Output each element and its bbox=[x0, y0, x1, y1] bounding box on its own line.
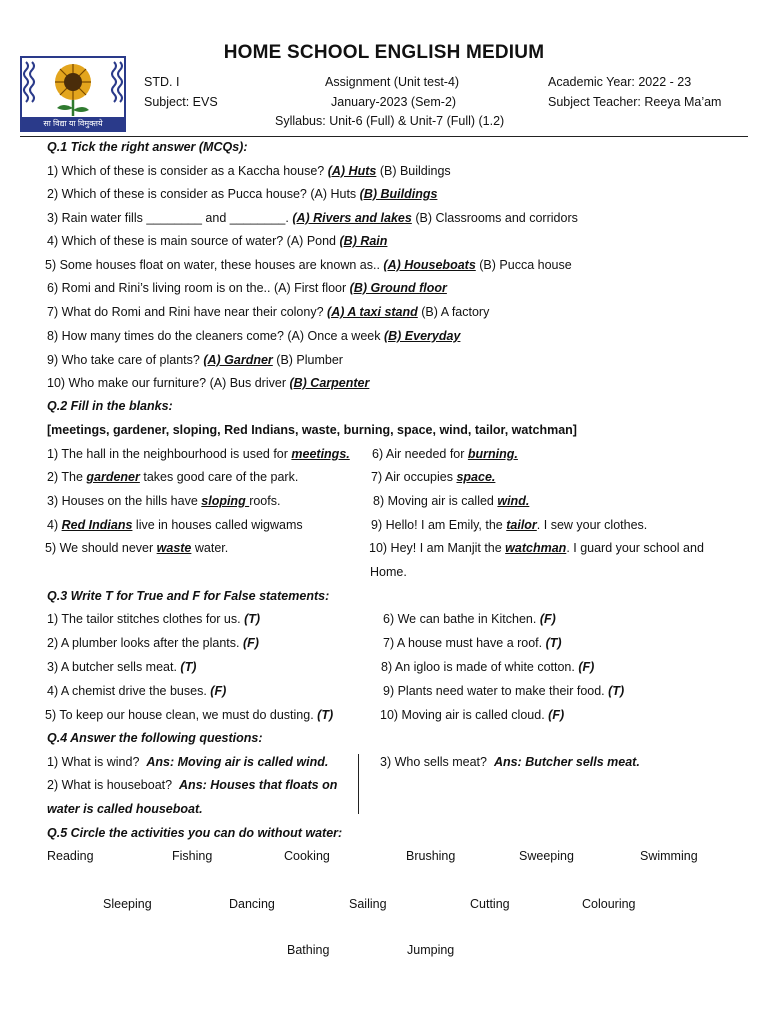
fill-blank-row bbox=[47, 494, 280, 508]
school-title: HOME SCHOOL ENGLISH MEDIUM bbox=[223, 42, 545, 63]
mcq-correct-answer: (B) Carpenter bbox=[289, 376, 370, 390]
mcq-row bbox=[47, 353, 343, 367]
true-false-row bbox=[45, 708, 333, 722]
mcq-question: 3) Rain water fills ________ and ________. bbox=[47, 211, 289, 225]
blank-prefix: 2) The bbox=[47, 470, 87, 484]
blank-prefix: 9) Hello! I am Emily, the bbox=[371, 518, 507, 532]
tf-answer: (F) bbox=[539, 612, 556, 626]
tf-answer: (F) bbox=[548, 708, 565, 722]
mcq-row bbox=[47, 211, 578, 225]
mcq-correct-answer: (A) A taxi stand bbox=[327, 305, 418, 319]
mcq-question: 6) Romi and Rini’s living room is on the.. (A) First floor bbox=[47, 281, 347, 295]
tf-statement: 5) To keep our house clean, we must do dusting. bbox=[45, 708, 314, 722]
activity-word[interactable]: Bathing bbox=[287, 943, 330, 957]
blank-answer: sloping bbox=[201, 494, 250, 508]
true-false-row bbox=[383, 612, 556, 626]
mcq-row bbox=[47, 187, 437, 201]
true-false-row bbox=[383, 636, 562, 650]
academic-year-label: Academic Year: 2022 - 23 bbox=[548, 75, 692, 89]
mcq-question: 4) Which of these is main source of water? (A) Pond bbox=[47, 234, 337, 248]
true-false-row bbox=[380, 708, 564, 722]
blank-prefix: 10) Hey! I am Manjit the bbox=[369, 541, 506, 555]
q4-question-1 bbox=[47, 755, 328, 769]
mcq-correct-answer: (B) Buildings bbox=[359, 187, 438, 201]
mcq-question: 7) What do Romi and Rini have near their colony? bbox=[47, 305, 324, 319]
fill-blank-row bbox=[47, 470, 298, 484]
mcq-correct-answer: (A) Gardner bbox=[203, 353, 273, 367]
mcq-question: 8) How many times do the cleaners come? (A) Once a week bbox=[47, 329, 381, 343]
blank-prefix: 7) Air occupies bbox=[371, 470, 457, 484]
tf-statement: 9) Plants need water to make their food. bbox=[383, 684, 605, 698]
q4-a2-cont: water is called houseboat. bbox=[47, 802, 203, 816]
logo-motto: सा विद्या या विमुक्तये bbox=[22, 117, 124, 130]
blank-answer: tailor bbox=[506, 518, 537, 532]
mcq-question: 5) Some houses float on water, these houses are known as.. bbox=[45, 258, 380, 272]
mcq-correct-answer: (B) Rain bbox=[339, 234, 388, 248]
fill-blank-row bbox=[371, 518, 647, 532]
tf-answer: (F) bbox=[242, 636, 259, 650]
mcq-row bbox=[47, 234, 387, 248]
mcq-row bbox=[47, 376, 369, 390]
activity-word[interactable]: Fishing bbox=[172, 849, 213, 863]
mcq-correct-answer: (B) Everyday bbox=[383, 329, 461, 343]
blank-prefix: 1) The hall in the neighbourhood is used for bbox=[47, 447, 292, 461]
fill-blank-row bbox=[369, 541, 704, 555]
q4-a1-text: Ans: Moving air is called wind. bbox=[146, 755, 329, 769]
blank-answer: wind. bbox=[497, 494, 530, 508]
blank-suffix: . I sew your clothes. bbox=[536, 518, 648, 532]
activity-word[interactable]: Cooking bbox=[284, 849, 330, 863]
true-false-row bbox=[47, 636, 259, 650]
activity-word[interactable]: Swimming bbox=[640, 849, 698, 863]
mcq-row bbox=[47, 329, 460, 343]
tf-statement: 10) Moving air is called cloud. bbox=[380, 708, 545, 722]
blank-prefix: 3) Houses on the hills have bbox=[47, 494, 202, 508]
mcq-question: 9) Who take care of plants? bbox=[47, 353, 200, 367]
mcq-correct-answer: (A) Houseboats bbox=[383, 258, 476, 272]
q3-title: Q.3 Write T for True and F for False statements: bbox=[47, 589, 330, 603]
school-logo bbox=[20, 56, 126, 132]
blank-answer: burning. bbox=[467, 447, 518, 461]
activity-word[interactable]: Sweeping bbox=[519, 849, 574, 863]
tf-statement: 2) A plumber looks after the plants. bbox=[47, 636, 240, 650]
blank-prefix: 6) Air needed for bbox=[372, 447, 468, 461]
sunflower-logo-icon bbox=[22, 58, 124, 118]
q2-title: Q.2 Fill in the blanks: bbox=[47, 399, 173, 413]
blank-answer: meetings. bbox=[291, 447, 350, 461]
mcq-row bbox=[45, 258, 572, 272]
true-false-row bbox=[47, 684, 226, 698]
mcq-other-option: (B) Plumber bbox=[276, 353, 343, 367]
activity-word[interactable]: Brushing bbox=[406, 849, 456, 863]
mcq-correct-answer: (A) Rivers and lakes bbox=[292, 211, 412, 225]
mcq-question: 10) Who make our furniture? (A) Bus driver bbox=[47, 376, 286, 390]
tf-answer: (T) bbox=[317, 708, 334, 722]
blank-prefix: 8) Moving air is called bbox=[373, 494, 498, 508]
tf-statement: 1) The tailor stitches clothes for us. bbox=[47, 612, 241, 626]
fill-blank-row bbox=[45, 541, 228, 555]
activity-word[interactable]: Dancing bbox=[229, 897, 275, 911]
activity-word[interactable]: Cutting bbox=[470, 897, 510, 911]
activity-word[interactable]: Sleeping bbox=[103, 897, 152, 911]
blank-answer: Red Indians bbox=[61, 518, 133, 532]
blank-suffix: live in houses called wigwams bbox=[132, 518, 303, 532]
tf-statement: 7) A house must have a roof. bbox=[383, 636, 543, 650]
q4-a2-text: Ans: Houses that floats on bbox=[179, 778, 338, 792]
syllabus-label: Syllabus: Unit-6 (Full) & Unit-7 (Full) (1.2) bbox=[275, 114, 505, 128]
date-label: January-2023 (Sem-2) bbox=[331, 95, 457, 109]
tf-statement: 8) An igloo is made of white cotton. bbox=[381, 660, 575, 674]
blank-answer: watchman bbox=[505, 541, 567, 555]
q4-q2-text: 2) What is houseboat? bbox=[47, 778, 173, 792]
q4-q1-text: 1) What is wind? bbox=[47, 755, 140, 769]
activity-word[interactable]: Colouring bbox=[582, 897, 636, 911]
std-label: STD. I bbox=[144, 75, 180, 89]
mcq-row bbox=[47, 305, 489, 319]
fill-blank-row bbox=[371, 470, 495, 484]
tf-statement: 4) A chemist drive the buses. bbox=[47, 684, 207, 698]
true-false-row bbox=[383, 684, 624, 698]
mcq-row bbox=[47, 281, 447, 295]
tf-answer: (T) bbox=[244, 612, 261, 626]
mcq-correct-answer: (A) Huts bbox=[327, 164, 377, 178]
mcq-other-option: (B) Classrooms and corridors bbox=[415, 211, 578, 225]
activity-word[interactable]: Jumping bbox=[407, 943, 455, 957]
tf-answer: (T) bbox=[545, 636, 562, 650]
tf-statement: 3) A butcher sells meat. bbox=[47, 660, 177, 674]
activity-word[interactable]: Sailing bbox=[349, 897, 387, 911]
tf-statement: 6) We can bathe in Kitchen. bbox=[383, 612, 537, 626]
fill-blank-row bbox=[47, 518, 303, 532]
q4-question-3 bbox=[380, 755, 640, 769]
q4-divider bbox=[358, 754, 359, 814]
true-false-row bbox=[47, 612, 260, 626]
blank-prefix: 5) We should never bbox=[45, 541, 157, 555]
q5-title: Q.5 Circle the activities you can do without water: bbox=[47, 826, 343, 840]
blank-suffix: roofs. bbox=[249, 494, 281, 508]
fill-blank-row bbox=[372, 447, 518, 461]
q4-a3-text: Ans: Butcher sells meat. bbox=[493, 755, 640, 769]
blank-suffix: takes good care of the park. bbox=[139, 470, 299, 484]
subject-label: Subject: EVS bbox=[144, 95, 218, 109]
assignment-label: Assignment (Unit test-4) bbox=[325, 75, 460, 89]
mcq-other-option: (B) Pucca house bbox=[479, 258, 572, 272]
true-false-row bbox=[381, 660, 594, 674]
blank-suffix: water. bbox=[191, 541, 229, 555]
tf-answer: (T) bbox=[180, 660, 197, 674]
tf-answer: (F) bbox=[210, 684, 227, 698]
tf-answer: (T) bbox=[608, 684, 625, 698]
mcq-question: 2) Which of these is consider as Pucca house? (A) Huts bbox=[47, 187, 357, 201]
fill-blank-row bbox=[373, 494, 529, 508]
q2-item-10-cont: Home. bbox=[370, 565, 407, 579]
q4-q3-text: 3) Who sells meat? bbox=[380, 755, 487, 769]
q1-title: Q.1 Tick the right answer (MCQs): bbox=[47, 140, 248, 154]
mcq-other-option: (B) Buildings bbox=[379, 164, 451, 178]
blank-answer: waste bbox=[156, 541, 192, 555]
mcq-row bbox=[47, 164, 451, 178]
mcq-other-option: (B) A factory bbox=[421, 305, 490, 319]
fill-blank-row bbox=[47, 447, 350, 461]
tf-answer: (F) bbox=[578, 660, 595, 674]
blank-prefix: 4) bbox=[47, 518, 62, 532]
q2-word-bank: [meetings, gardener, sloping, Red Indians, waste, burning, space, wind, tailor, watchman] bbox=[47, 423, 577, 437]
teacher-label: Subject Teacher: Reeya Ma’am bbox=[548, 95, 722, 109]
blank-answer: gardener bbox=[86, 470, 140, 484]
q4-title: Q.4 Answer the following questions: bbox=[47, 731, 263, 745]
activity-word[interactable]: Reading bbox=[47, 849, 94, 863]
true-false-row bbox=[47, 660, 196, 674]
mcq-question: 1) Which of these is consider as a Kaccha house? bbox=[47, 164, 325, 178]
header-divider bbox=[20, 136, 748, 137]
mcq-correct-answer: (B) Ground floor bbox=[349, 281, 447, 295]
blank-answer: space. bbox=[456, 470, 496, 484]
blank-suffix: . I guard your school and bbox=[566, 541, 704, 555]
q4-question-2 bbox=[47, 778, 337, 792]
